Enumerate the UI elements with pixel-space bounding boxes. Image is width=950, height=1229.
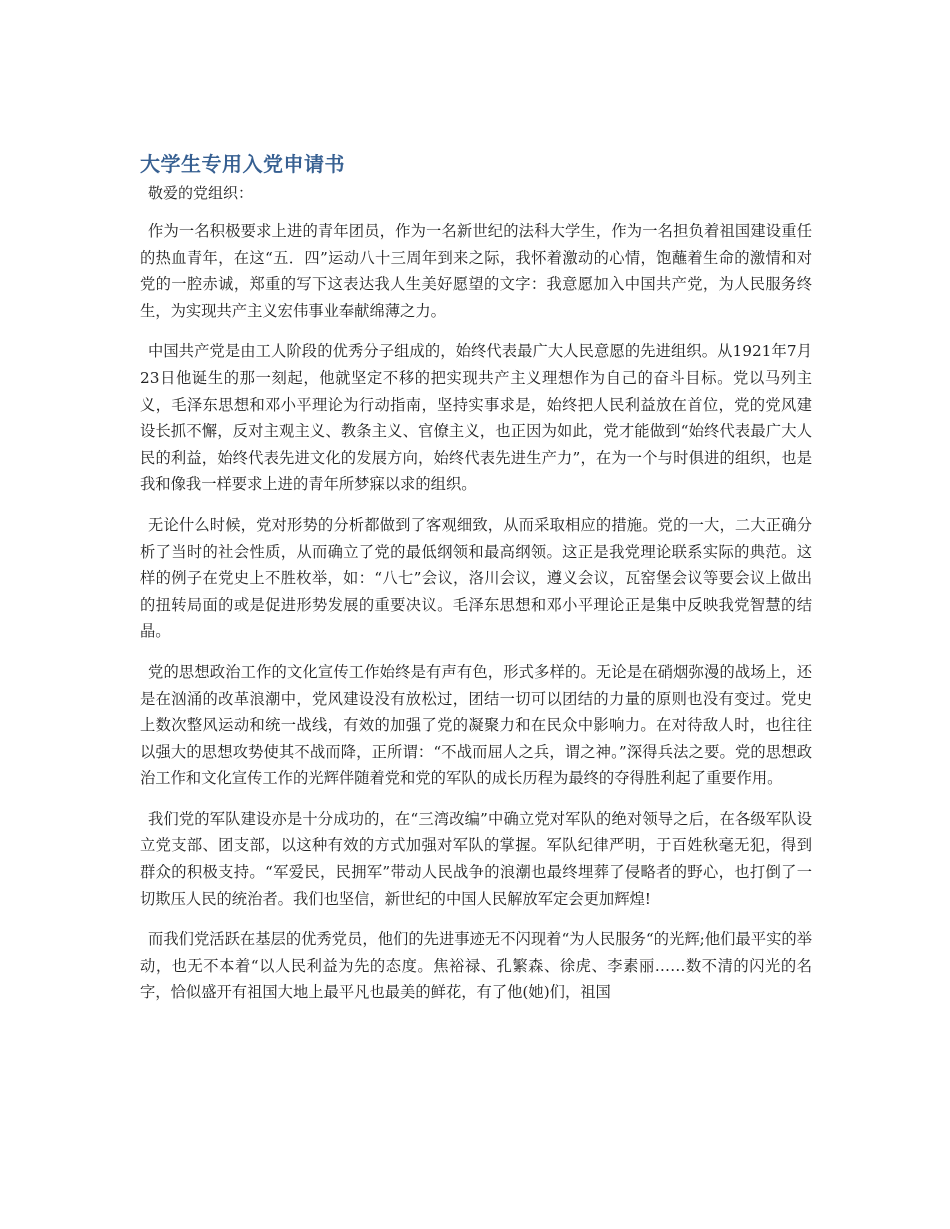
paragraph-1: 作为一名积极要求上进的青年团员，作为一名新世纪的法科大学生，作为一名担负着祖国建设重任的热血青年，在这“五．四”运动八十三周年到来之际，我怀着激动的心情，饱蘸着生命的激情和对党的一腔赤诚，郑重的写下这表达我人生美好愿望的文字：我意愿加入中国共产党，为人民服务终生，为实现共产主义宏伟事业奉献绵薄之力。 <box>140 222 812 320</box>
paragraph-2: 中国共产党是由工人阶段的优秀分子组成的，始终代表最广大人民意愿的先进组织。从1921年7月23日他诞生的那一刻起，他就坚定不移的把实现共产主义理想作为自己的奋斗目标。党以马列主义，毛泽东思想和邓小平理论为行动指南，坚持实事求是，始终把人民利益放在首位，党的党风建设长抓不懈，反对主观主义、教条主义、官僚主义，也正因为如此，党才能做到“始终代表最广大人民的利益，始终代表先进文化的发展方向，始终代表先进生产力”，在为一个与时俱进的组织，也是我和像我一样要求上进的青年所梦寐以求的组织。 <box>140 342 812 494</box>
paragraph-4: 党的思想政治工作的文化宣传工作始终是有声有色，形式多样的。无论是在硝烟弥漫的战场上，还是在汹涌的改革浪潮中，党风建设没有放松过，团结一切可以团结的力量的原则也没有变过。党史上数次整风运动和统一战线，有效的加强了党的凝聚力和在民众中影响力。在对待敌人时，也往往以强大的思想攻势使其不战而降，正所谓：“不战而屈人之兵，谓之神。”深得兵法之要。党的思想政治工作和文化宣传工作的光辉伴随着党和党的军队的成长历程为最终的夺得胜利起了重要作用。 <box>140 662 812 788</box>
paragraph-3: 无论什么时候，党对形势的分析都做到了客观细致，从而采取相应的措施。党的一大，二大正确分析了当时的社会性质，从而确立了党的最低纲领和最高纲领。这正是我党理论联系实际的典范。这样的例子在党史上不胜枚举，如：“八七”会议，洛川会议，遵义会议，瓦窑堡会议等要会议上做出的扭转局面的或是促进形势发展的重要决议。毛泽东思想和邓小平理论正是集中反映我党智慧的结晶。 <box>140 515 812 641</box>
paragraph-6: 而我们党活跃在基层的优秀党员，他们的先进事迹无不闪现着“为人民服务“的光辉;他们最平实的举动，也无不本着“以人民利益为先的态度。焦裕禄、孔繁森、徐虎、李素丽……数不清的闪光的名字，恰似盛开有祖国大地上最平凡也最美的鲜花，有了他(她)们，祖国 <box>140 930 812 1002</box>
salutation: 敬爱的党组织： <box>148 184 254 202</box>
document-body <box>140 150 812 1020</box>
paragraph-5: 我们党的军队建设亦是十分成功的，在“三湾改编”中确立党对军队的绝对领导之后，在各级军队设立党支部、团支部，以这种有效的方式加强对军队的掌握。军队纪律严明，于百姓秋毫无犯，得到群众的积极支持。“军爱民，民拥军”带动人民战争的浪潮也最终埋葬了侵略者的野心，也打倒了一切欺压人民的统治者。我们也坚信，新世纪的中国人民解放军定会更加辉煌! <box>140 809 812 908</box>
document-title: 大学生专用入党申请书 <box>140 152 345 176</box>
